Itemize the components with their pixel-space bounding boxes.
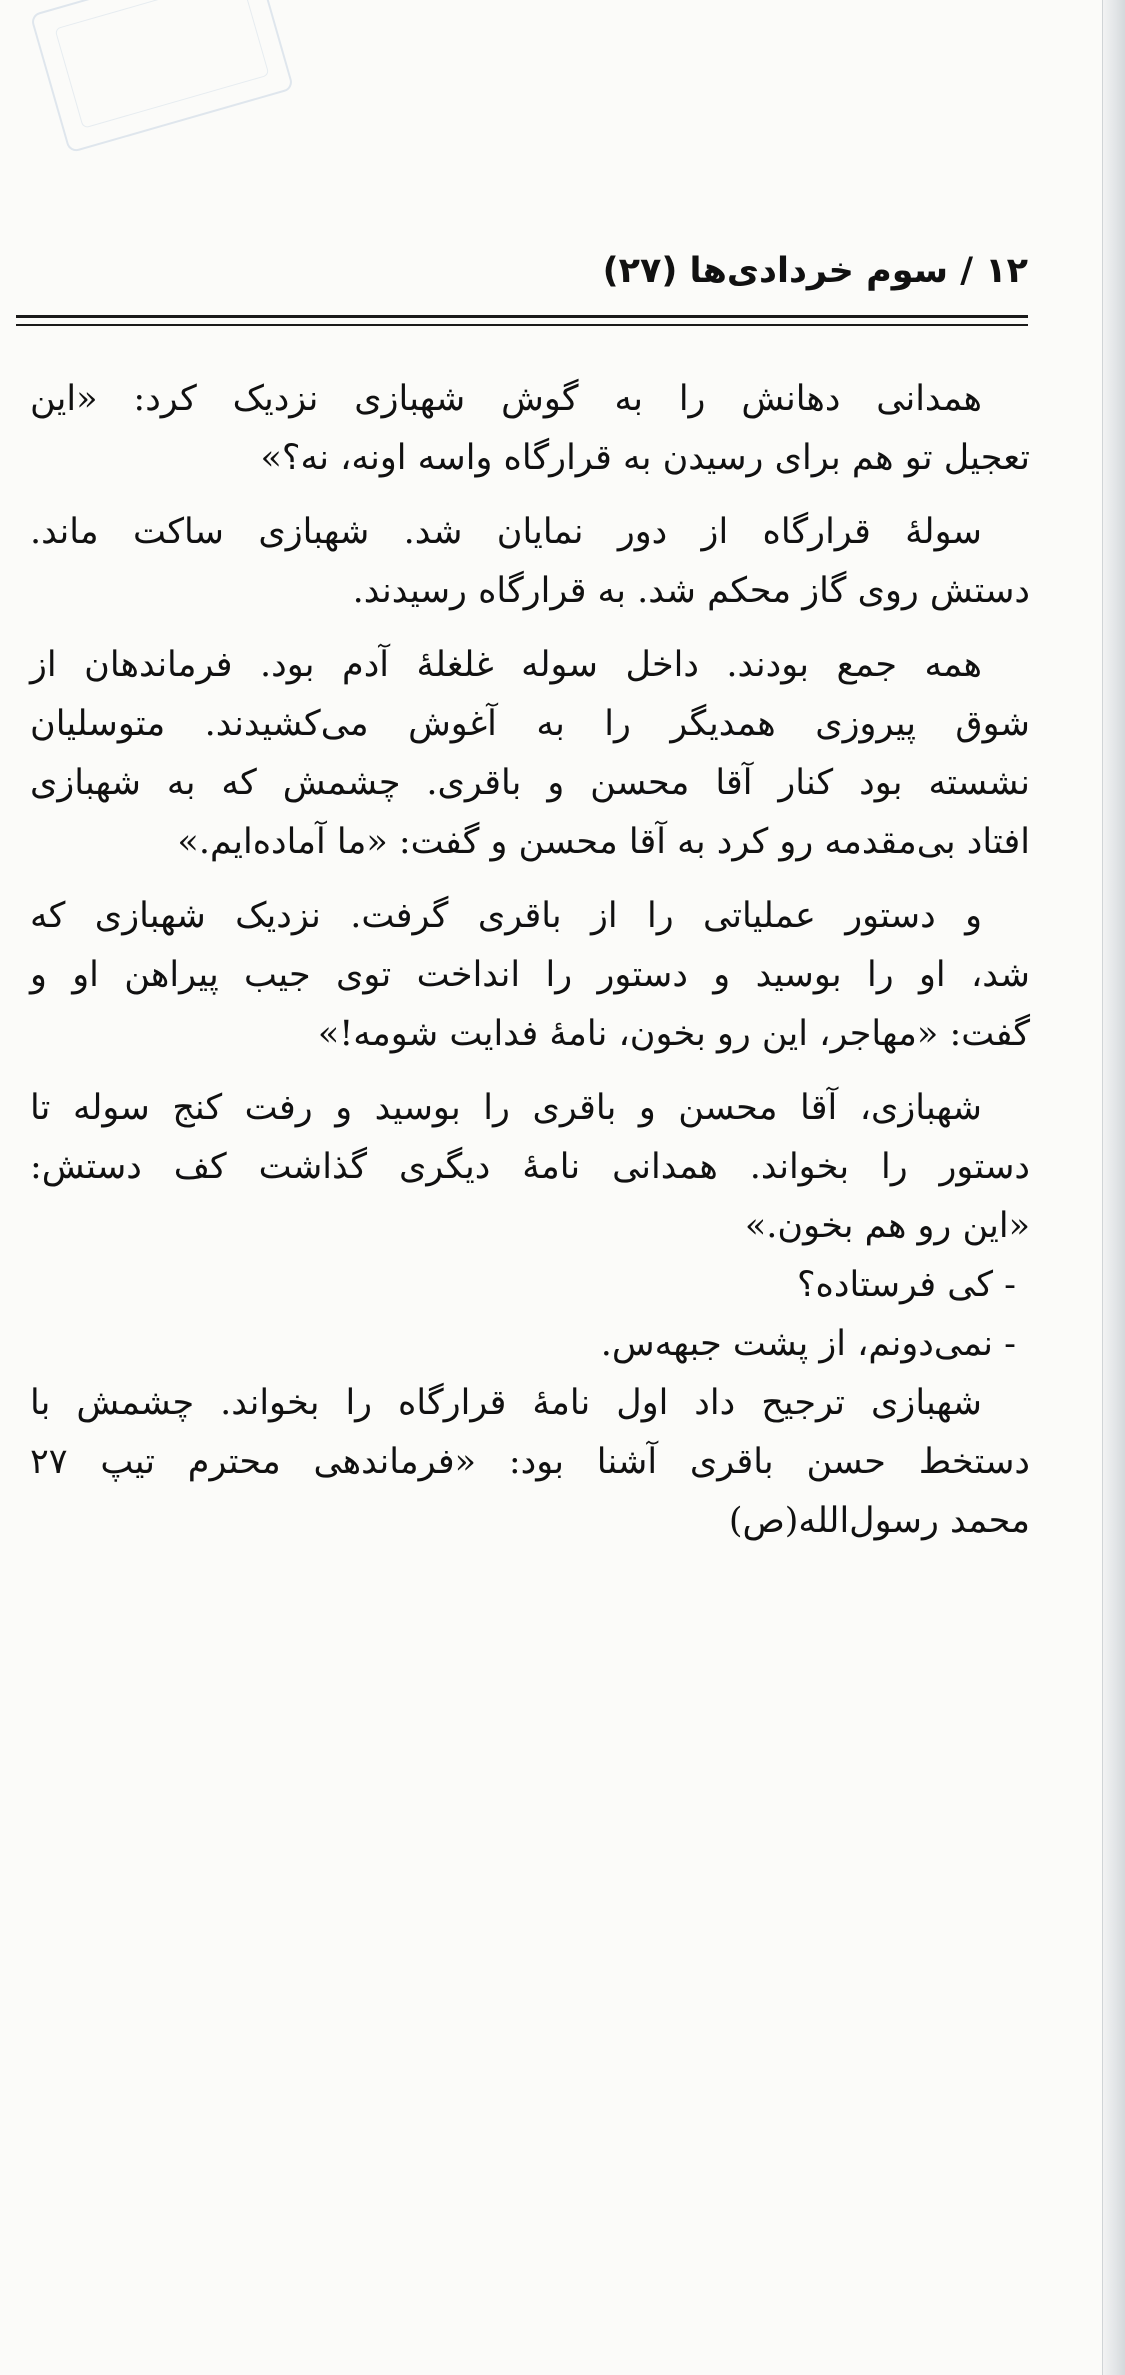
text-line: دستخط حسن باقری آشنا بود: «فرماندهی محترم تیپ ۲۷ bbox=[30, 1442, 1030, 1482]
text-line: نشسته بود کنار آقا محسن و باقری. چشمش که به شهبازی bbox=[30, 763, 1030, 803]
text-line: و دستور عملیاتی را از باقری گرفت. نزدیک شهبازی که bbox=[30, 896, 982, 936]
text-line: افتاد بی‌مقدمه رو کرد به آقا محسن و گفت: «ما آماده‌ایم.» bbox=[177, 822, 1030, 862]
text-line: - کی فرستاده؟ bbox=[796, 1265, 1016, 1305]
text-line: شهبازی ترجیح داد اول نامهٔ قرارگاه را بخواند. چشمش با bbox=[30, 1383, 982, 1423]
text-line: دستور را بخواند. همدانی نامهٔ دیگری گذاشت کف دستش: bbox=[30, 1147, 1030, 1187]
text-line: دستش روی گاز محکم شد. به قرارگاه رسیدند. bbox=[352, 571, 1030, 611]
text-line: شهبازی، آقا محسن و باقری را بوسید و رفت کنج سوله تا bbox=[30, 1088, 982, 1128]
text-line: «این رو هم بخون.» bbox=[744, 1206, 1030, 1246]
text-line: همه جمع بودند. داخل سوله غلغلهٔ آدم بود. فرماندهان از bbox=[30, 645, 982, 685]
page-edge bbox=[1102, 0, 1125, 2375]
header-rule-thin bbox=[16, 324, 1028, 326]
text-line: گفت: «مهاجر، این رو بخون، نامهٔ فدایت شومه!» bbox=[317, 1014, 1030, 1054]
body-text bbox=[30, 370, 1030, 1551]
text-line: محمد رسول‌الله(ص) bbox=[728, 1501, 1030, 1541]
text-line: تعجیل تو هم برای رسیدن به قرارگاه واسه اونه، نه؟» bbox=[260, 438, 1030, 478]
text-line: شوق پیروزی همدیگر را به آغوش می‌کشیدند. متوسلیان bbox=[30, 704, 1030, 744]
text-line: - نمی‌دونم، از پشت جبهه‌س. bbox=[600, 1324, 1016, 1364]
text-line: همدانی دهانش را به گوش شهبازی نزدیک کرد: «این bbox=[30, 379, 982, 419]
header-rule bbox=[16, 315, 1028, 318]
faded-stamp-mark bbox=[30, 0, 295, 153]
page-header: ۱۲ / سوم خردادی‌ها (۲۷) bbox=[602, 251, 1028, 291]
text-line: شد، او را بوسید و دستور را انداخت توی جیب پیراهن او و bbox=[30, 955, 1030, 995]
text-line: سولهٔ قرارگاه از دور نمایان شد. شهبازی ساکت ماند. bbox=[30, 512, 982, 552]
